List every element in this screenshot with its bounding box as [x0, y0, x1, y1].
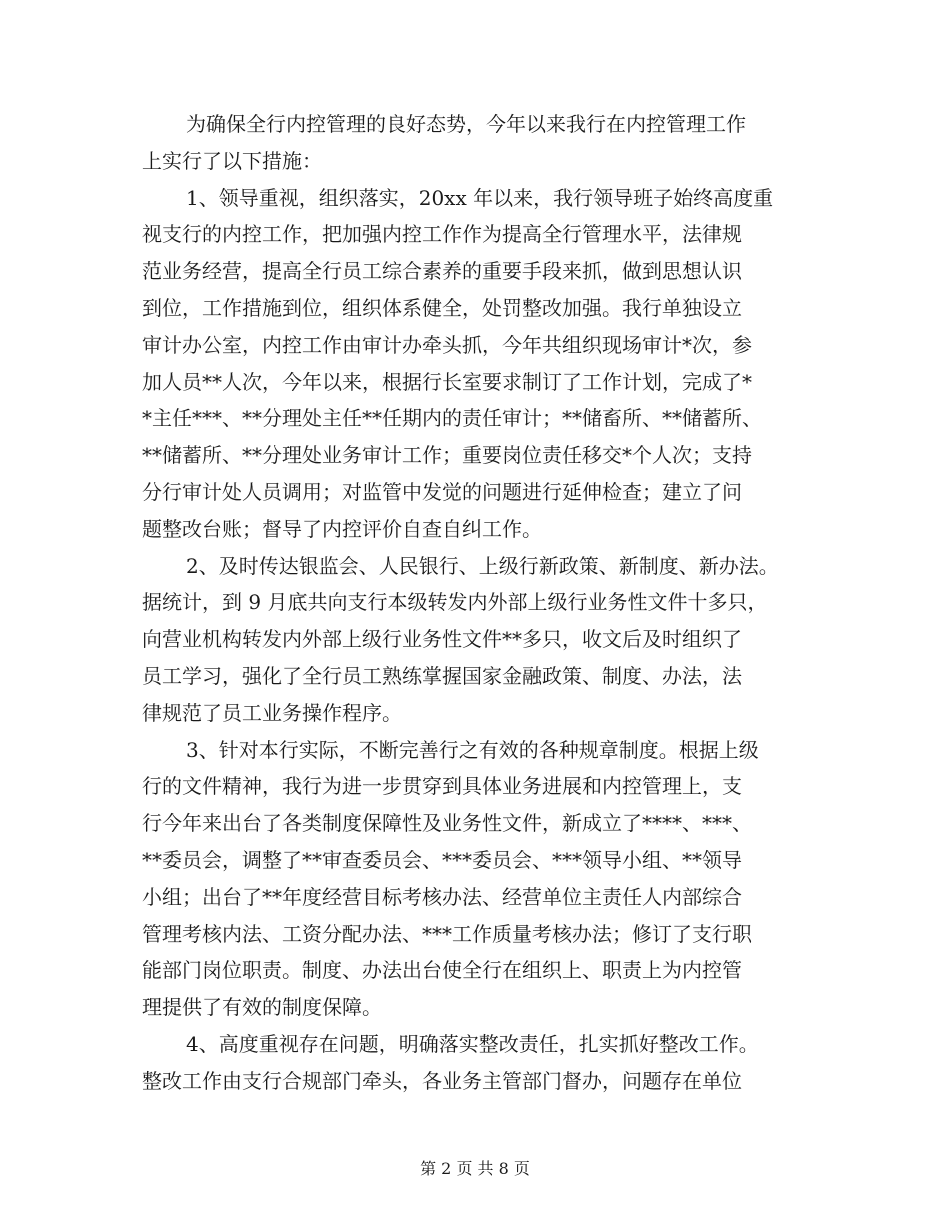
paragraph-line: 为确保全行内控管理的良好态势，今年以来我行在内控管理工作	[186, 112, 746, 136]
paragraph-line: 1、领导重视，组织落实，20xx 年以来，我行领导班子始终高度重	[186, 185, 774, 210]
paragraph-item-1	[142, 180, 807, 548]
page-number-footer: 第 2 页 共 8 页	[420, 1159, 530, 1178]
paragraph-line: 2、及时传达银监会、人民银行、上级行新政策、新制度、新办法。	[186, 553, 779, 578]
paragraph-line: **储蓄所、**分理处业务审计工作；重要岗位责任移交*个人次；支持	[142, 443, 752, 468]
paragraph-line: 管理考核内法、工资分配办法、***工作质量考核办法；修订了支行职	[142, 921, 752, 946]
paragraph-line: 上实行了以下措施：	[142, 148, 322, 173]
paragraph-intro	[142, 106, 807, 180]
paragraph-line: 向营业机构转发内外部上级行业务性文件**多只，收文后及时组织了	[142, 627, 742, 652]
paragraph-line: 3、针对本行实际，不断完善行之有效的各种规章制度。根据上级	[186, 737, 759, 762]
paragraph-line: 能部门岗位职责。制度、办法出台使全行在组织上、职责上为内控管	[142, 958, 742, 983]
paragraph-item-2	[142, 548, 807, 732]
paragraph-line: 视支行的内控工作，把加强内控工作作为提高全行管理水平，法律规	[142, 222, 742, 247]
paragraph-line: 整改工作由支行合规部门牵头，各业务主管部门督办，问题存在单位	[142, 1068, 742, 1093]
paragraph-line: 律规范了员工业务操作程序。	[142, 700, 402, 725]
paragraph-line: 行的文件精神，我行为进一步贯穿到具体业务进展和内控管理上，支	[142, 774, 742, 799]
paragraph-line: 分行审计处人员调用；对监管中发觉的问题进行延伸检查；建立了问	[142, 479, 742, 504]
paragraph-line: 据统计，到 9 月底共向支行本级转发内外部上级行业务性文件十多只，	[142, 590, 768, 615]
paragraph-line: 行今年来出台了各类制度保障性及业务性文件，新成立了****、***、	[142, 811, 752, 836]
paragraph-item-3	[142, 732, 807, 1026]
paragraph-line: 审计办公室，内控工作由审计办牵头抓，今年共组织现场审计*次，参	[142, 332, 752, 357]
paragraph-line: **委员会，调整了**审查委员会、***委员会、***领导小组、**领导	[142, 847, 742, 872]
paragraph-line: 理提供了有效的制度保障。	[142, 995, 382, 1020]
paragraph-line: 4、高度重视存在问题，明确落实整改责任，扎实抓好整改工作。	[186, 1031, 759, 1056]
paragraph-line: 题整改台账；督导了内控评价自查自纠工作。	[142, 516, 542, 541]
paragraph-item-4	[142, 1026, 807, 1100]
paragraph-line: 员工学习，强化了全行员工熟练掌握国家金融政策、制度、办法，法	[142, 663, 742, 688]
paragraph-line: 到位，工作措施到位，组织体系健全，处罚整改加强。我行单独设立	[142, 295, 742, 320]
paragraph-line: 加人员**人次，今年以来，根据行长室要求制订了工作计划，完成了*	[142, 369, 752, 394]
paragraph-line: 小组；出台了**年度经营目标考核办法、经营单位主责任人内部综合	[142, 884, 742, 909]
paragraph-line: 范业务经营，提高全行员工综合素养的重要手段来抓，做到思想认识	[142, 259, 742, 284]
document-body	[142, 106, 807, 1100]
paragraph-line: *主任***、**分理处主任**任期内的责任审计；**储畜所、**储蓄所、	[142, 406, 762, 431]
